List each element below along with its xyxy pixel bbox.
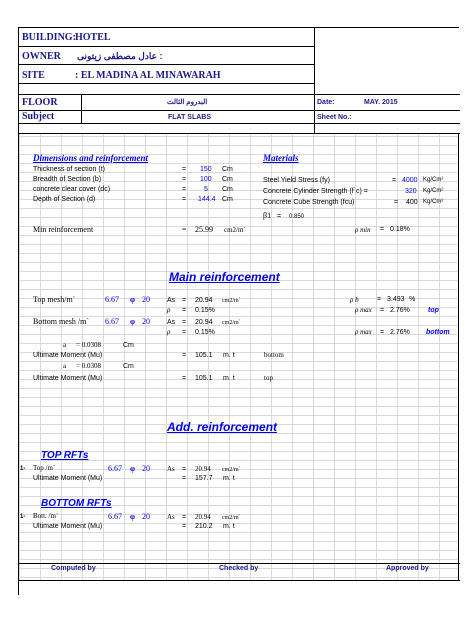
rho-max-bottom-value: 2.76% bbox=[390, 329, 410, 336]
depth-value: 144.4 bbox=[198, 196, 216, 203]
signature-footer bbox=[19, 580, 460, 596]
owner-label: OWNER bbox=[22, 51, 61, 62]
floor-label: FLOOR bbox=[22, 97, 58, 108]
computed-by-label: Computed by bbox=[51, 565, 96, 572]
top-rft-label: Top /m` bbox=[33, 464, 56, 472]
top-rft-as: 20.94 bbox=[195, 465, 211, 473]
rho-b-value: 3.493 bbox=[387, 296, 405, 303]
top-rft-diameter: 20 bbox=[142, 464, 150, 473]
header-divider bbox=[314, 28, 315, 134]
dimensions-title: Dimensions and reinforcement bbox=[33, 153, 149, 163]
bottom-tag: bottom bbox=[426, 329, 450, 336]
min-reinforcement-value: 25.99 bbox=[195, 225, 213, 234]
bottom-rft-as: 20.94 bbox=[195, 513, 211, 521]
bottom-rft-bars: 6.67 bbox=[108, 512, 122, 521]
rho-min-value: 0.18% bbox=[390, 226, 410, 233]
breadth-value: 100 bbox=[200, 176, 212, 183]
ultimate-moment-1-label: Ultimate Moment (Mu) bbox=[33, 352, 103, 359]
mu2-value: 105.1 bbox=[195, 375, 213, 382]
materials-title: Materials bbox=[263, 153, 299, 163]
steel-yield-label: Steel Yield Stress (fy) bbox=[263, 177, 330, 184]
thickness-value: 150 bbox=[200, 166, 212, 173]
approved-by-label: Approved by bbox=[386, 565, 429, 572]
steel-yield-value: 4000 bbox=[402, 177, 418, 184]
site-label: SITE bbox=[22, 70, 45, 81]
depth-label: Depth of Section (d) bbox=[33, 196, 96, 203]
bottom-mesh-label: Bottom mesh /m` bbox=[33, 317, 89, 326]
bottom-rho-value: 0.15% bbox=[195, 329, 215, 336]
breadth-label: Breadth of Section (b) bbox=[33, 176, 102, 183]
top-mesh-as: 20.94 bbox=[195, 297, 213, 304]
top-rft-bars: 6.67 bbox=[108, 464, 122, 473]
calculation-sheet: BUILDING: HOTEL OWNER عادل مصطفى زيتونى : SITE : EL MADINA AL MINAWARAH FLOOR البدروم الثالث Date: MAY. 2015 Subject FLAT SLABS Sheet No.: Dimensions and reinforcement Materials Thickness of section (t) = 150 Cm Breadth of Section (b) = 100 Cm concrete clear cover (dc) = 5 Cm Depth of Section (d) = 144.4 Cm Steel Yield Stress (fy) = 4000 Kg/Cm² Concrete Cylinder Strength (f`c) = 320 Kg/Cm² Concrete Cube Strength (fcu) = 400 Kg/Cm² β1 = 0.850 Min reinforcement = 25.99 cm2/m` ρ min = 0.18% Main reinforcement Top mesh/m` 6.67 φ 20 As = 20.94 cm2/m` ρ b = 3.493 % ρ = 0.15% ρ max = 2.76% top Bottom mesh /m` 6.67 φ 20 As = 20.94 cm2/m` ρ = 0.15% ρ max = 2.76% bottom a = 0.0308 Cm Ultimate Moment (Mu) = 105.1 m. t bottom a = 0.0308 Cm Ultimate Moment (Mu) = 105.1 m. t top Add. reinforcement TOP RFTs 1- Top /m` 6.67 φ 20 As = 20.94 cm2/m` Ultimate Moment (Mu) = 157.7 m. t BOTTOM RFTs 1- Bott. /m` 6.67 φ 20 As = 20.94 cm2/m` Ultimate Moment (Mu) = 210.2 m. t Computed by Checked by Approved by bbox=[18, 27, 459, 595]
a2-value: = 0.0308 bbox=[76, 362, 101, 370]
mu1-value: 105.1 bbox=[195, 352, 213, 359]
main-reinforcement-title: Main reinforcement bbox=[169, 270, 280, 284]
top-rft-moment-label: Ultimate Moment (Mu) bbox=[33, 475, 103, 482]
beta-label: β1 bbox=[263, 211, 272, 220]
rho-b-label: ρ b bbox=[350, 296, 359, 304]
top-mesh-label: Top mesh/m` bbox=[33, 295, 76, 304]
rho-max-top-value: 2.76% bbox=[390, 307, 410, 314]
rho-min-label: ρ min bbox=[355, 226, 371, 234]
mu2-tag: top bbox=[264, 374, 273, 382]
mu1-tag: bottom bbox=[264, 351, 284, 359]
site-value: : EL MADINA AL MINAWARAH bbox=[75, 70, 221, 81]
floor-value: البدروم الثالث bbox=[167, 99, 208, 106]
cover-label: concrete clear cover (dc) bbox=[33, 186, 111, 193]
top-mesh-diameter: 20 bbox=[142, 295, 150, 304]
bottom-mesh-diameter: 20 bbox=[142, 317, 150, 326]
a1-value: = 0.0308 bbox=[76, 341, 101, 349]
thickness-label: Thickness of section (t) bbox=[33, 166, 105, 173]
date-value: MAY. 2015 bbox=[364, 99, 398, 106]
cylinder-strength-label: Concrete Cylinder Strength (f`c) = bbox=[263, 188, 368, 195]
owner-value: عادل مصطفى زيتونى : bbox=[77, 51, 163, 61]
bottom-rft-diameter: 20 bbox=[142, 512, 150, 521]
bottom-rft-moment-label: Ultimate Moment (Mu) bbox=[33, 523, 103, 530]
ultimate-moment-2-label: Ultimate Moment (Mu) bbox=[33, 375, 103, 382]
checked-by-label: Checked by bbox=[219, 565, 259, 572]
building-label: BUILDING: bbox=[22, 32, 76, 43]
date-label: Date: bbox=[317, 99, 335, 106]
beta-value: 0.850 bbox=[289, 214, 305, 220]
cube-strength-value: 400 bbox=[406, 199, 418, 206]
bottom-mesh-as: 20.94 bbox=[195, 319, 213, 326]
top-rfts-title: TOP RFTs bbox=[41, 450, 89, 461]
bottom-rft-moment-value: 210.2 bbox=[195, 523, 213, 530]
cover-value: 5 bbox=[204, 186, 208, 193]
top-tag: top bbox=[428, 307, 439, 314]
cube-strength-label: Concrete Cube Strength (fcu) bbox=[263, 199, 355, 206]
top-rho-value: 0.15% bbox=[195, 307, 215, 314]
add-reinforcement-title: Add. reinforcement bbox=[167, 420, 278, 434]
sheet-no-label: Sheet No.: bbox=[317, 114, 352, 121]
top-mesh-bars: 6.67 bbox=[105, 295, 119, 304]
bottom-rft-label: Bott. /m` bbox=[33, 512, 59, 520]
subject-value: FLAT SLABS bbox=[168, 114, 212, 121]
min-reinforcement-label: Min reinforcement bbox=[33, 225, 94, 234]
cylinder-strength-value: 320 bbox=[405, 188, 417, 195]
subject-label: Subject bbox=[22, 111, 55, 122]
building-value: HOTEL bbox=[75, 32, 111, 43]
top-rft-moment-value: 157.7 bbox=[195, 475, 213, 482]
bottom-rfts-title: BOTTOM RFTs bbox=[41, 498, 112, 509]
header-block bbox=[19, 28, 460, 134]
bottom-mesh-bars: 6.67 bbox=[105, 317, 119, 326]
